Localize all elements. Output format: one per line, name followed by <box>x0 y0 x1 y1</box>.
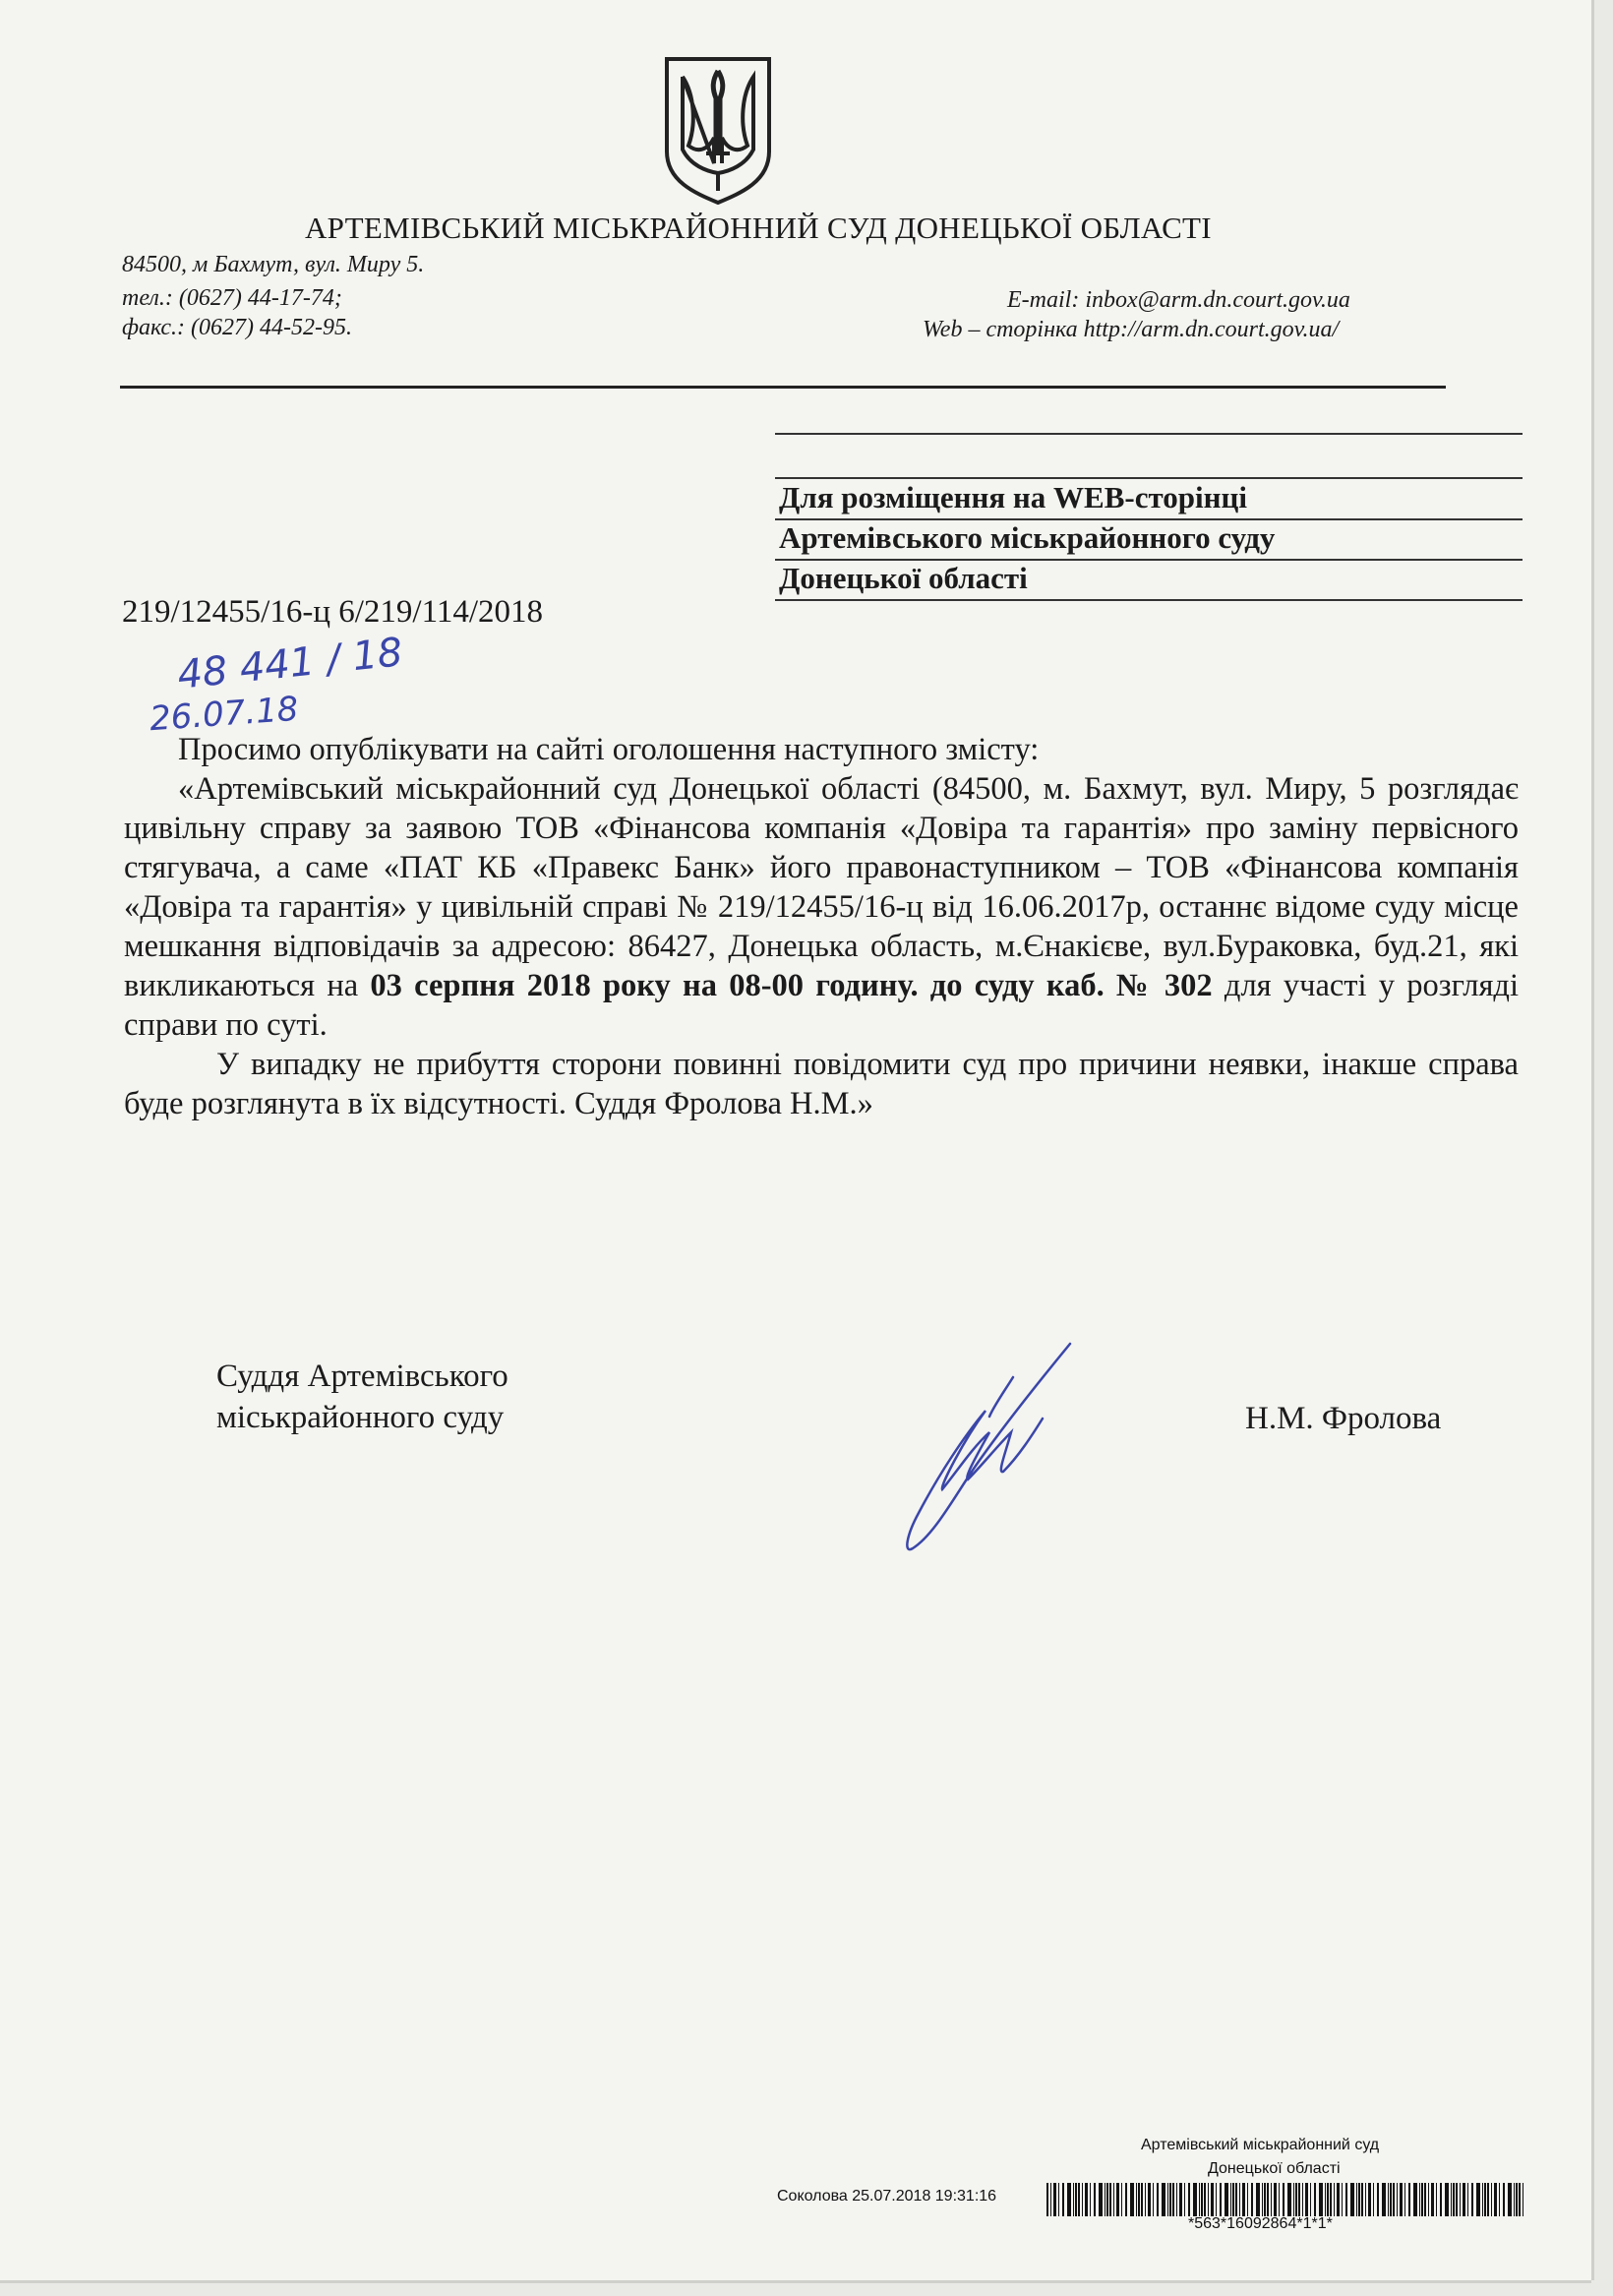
intro-paragraph: Просимо опублікувати на сайті оголошення наступного змісту: <box>178 732 1040 767</box>
warning-paragraph: У випадку не прибуття сторони повинні повідомити суд про причини неявки, інакше справа буде розглянута в їх відсутності. Суддя Фролова Н.М.» <box>124 1047 1519 1121</box>
case-reference-number: 219/12455/16-ц 6/219/114/2018 <box>122 594 544 630</box>
judge-title <box>216 1356 508 1438</box>
stamp-court-line-2: Донецької області <box>1208 2160 1341 2177</box>
header-divider <box>120 386 1446 389</box>
court-website: Web – сторінка http://arm.dn.court.gov.ua/ <box>923 317 1340 342</box>
court-fax: факс.: (0627) 44-52-95. <box>122 315 352 340</box>
court-email: E-mail: inbox@arm.dn.court.gov.ua <box>1007 287 1350 313</box>
recipient-line-2: Артемівського міськрайонного суду <box>779 520 1276 555</box>
judge-name: Н.М. Фролова <box>1245 1401 1442 1436</box>
coat-of-arms-icon <box>663 55 773 205</box>
recipient-rule-top <box>775 433 1523 435</box>
announcement-text-2: для участі у розгляді справи по суті. <box>124 968 1519 1043</box>
stamp-court-line-1: Артемівський міськрайонний суд <box>1141 2137 1380 2153</box>
court-address: 84500, м Бахмут, вул. Миру 5. <box>122 252 425 277</box>
recipient-rule-1 <box>775 477 1523 479</box>
judge-title-line-1: Суддя Артемівського <box>216 1359 508 1394</box>
judge-title-line-2: міськрайонного суду <box>216 1400 505 1435</box>
recipient-line-3: Донецької області <box>779 561 1028 595</box>
hearing-date-time: 03 серпня 2018 року на 08-00 годину. до суду каб. № 302 <box>370 968 1213 1003</box>
court-phone: тел.: (0627) 44-17-74; <box>122 285 342 311</box>
recipient-rule-4 <box>775 599 1523 601</box>
announcement-text-1: «Артемівський міськрайонний суд Донецької області (84500, м. Бахмут, вул. Миру, 5 розглядає цивільну справу за заявою ТОВ «Фінансова компанія «Довіра та гарантія» про заміну первісного стягувача, а саме «ПАТ КБ «Правекс Банк» його правонаступником – ТОВ «Фінансова компанія «Довіра та гарантія» у цивільній справі № 219/12455/16-ц від 16.06.2017р, останнє відоме суду місце мешкання відповідачів за адресою: 86427, Донецька область, м.Єнакієве, вул.Бураковка, буд.21, які викликаються на <box>124 771 1519 1003</box>
stamp-clerk-datetime: Соколова 25.07.2018 19:31:16 <box>777 2188 997 2205</box>
handwritten-registration-number: 48 441 / 18 <box>175 630 405 698</box>
recipient-line-1: Для розміщення на WEB-сторінці <box>779 480 1247 514</box>
announcement-body <box>124 730 1519 1123</box>
stamp-barcode-text: *563*16092864*1*1* <box>1188 2215 1333 2232</box>
handwritten-signature <box>895 1338 1082 1554</box>
announcement-paragraph <box>124 769 1519 1045</box>
court-name-heading: АРТЕМІВСЬКИЙ МІСЬКРАЙОННИЙ СУД ДОНЕЦЬКОЇ ОБЛАСТІ <box>305 211 1212 245</box>
handwritten-date: 26.07.18 <box>148 689 300 740</box>
registration-barcode <box>1046 2183 1524 2216</box>
